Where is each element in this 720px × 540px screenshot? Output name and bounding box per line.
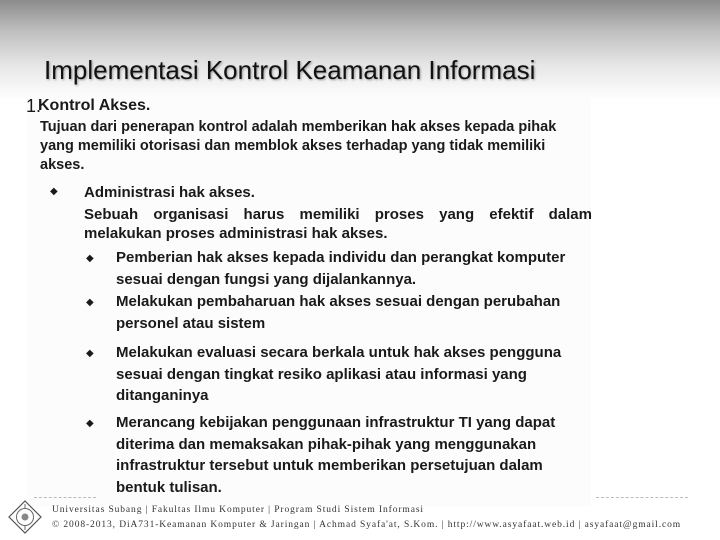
list-item: Pemberian hak akses kepada individu dan perangkat komputer sesuai dengan fungsi yang dijalankannya. [116, 249, 566, 288]
list-item: Melakukan evaluasi secara berkala untuk hak akses pengguna sesuai dengan tingkat resiko aplikasi atau informasi yang ditanganinya [116, 344, 562, 404]
sub-paragraph: Sebuah organisasi harus memiliki proses yang efektif dalam melakukan proses administrasi hak akses. [84, 206, 592, 242]
sub-heading: Administrasi hak akses. [84, 184, 255, 201]
section-heading: Kontrol Akses. [38, 97, 151, 114]
slide-title: Implementasi Kontrol Keamanan Informasi [44, 55, 536, 85]
bullet-icon: ◆ [86, 253, 94, 264]
bullet-icon: ◆ [86, 297, 94, 308]
footer-copyright: © 2008-2013, DiA731-Keamanan Komputer & Jaringan | Achmad Syafa'at, S.Kom. | http://www.asyafaat.web.id | asyafaat@gmail.com [52, 520, 682, 530]
footer-divider-right [596, 497, 688, 498]
footer-divider-left [34, 497, 96, 498]
scanned-content [26, 96, 591, 506]
bullet-icon: ◆ [86, 348, 94, 359]
list-item: Merancang kebijakan penggunaan infrastruktur TI yang dapat diterima dan memaksakan pihak-pihak yang menggunakan infrastruktur tersebut untuk memberikan persetujuan dalam bentuk tulisan. [116, 414, 556, 496]
list-item: Melakukan pembaharuan hak akses sesuai dengan perubahan personel atau sistem [116, 293, 561, 332]
university-logo-icon [8, 500, 42, 534]
intro-paragraph: Tujuan dari penerapan kontrol adalah memberikan hak akses kepada pihak yang memiliki otorisasi dan memblok akses terhadap yang tidak memiliki akses. [40, 119, 557, 173]
footer-institution: Universitas Subang | Fakultas Ilmu Komputer | Program Studi Sistem Informasi [52, 505, 424, 515]
section-number: 1. [26, 96, 42, 116]
bullet-icon: ◆ [50, 186, 58, 197]
bullet-icon: ◆ [86, 418, 94, 429]
